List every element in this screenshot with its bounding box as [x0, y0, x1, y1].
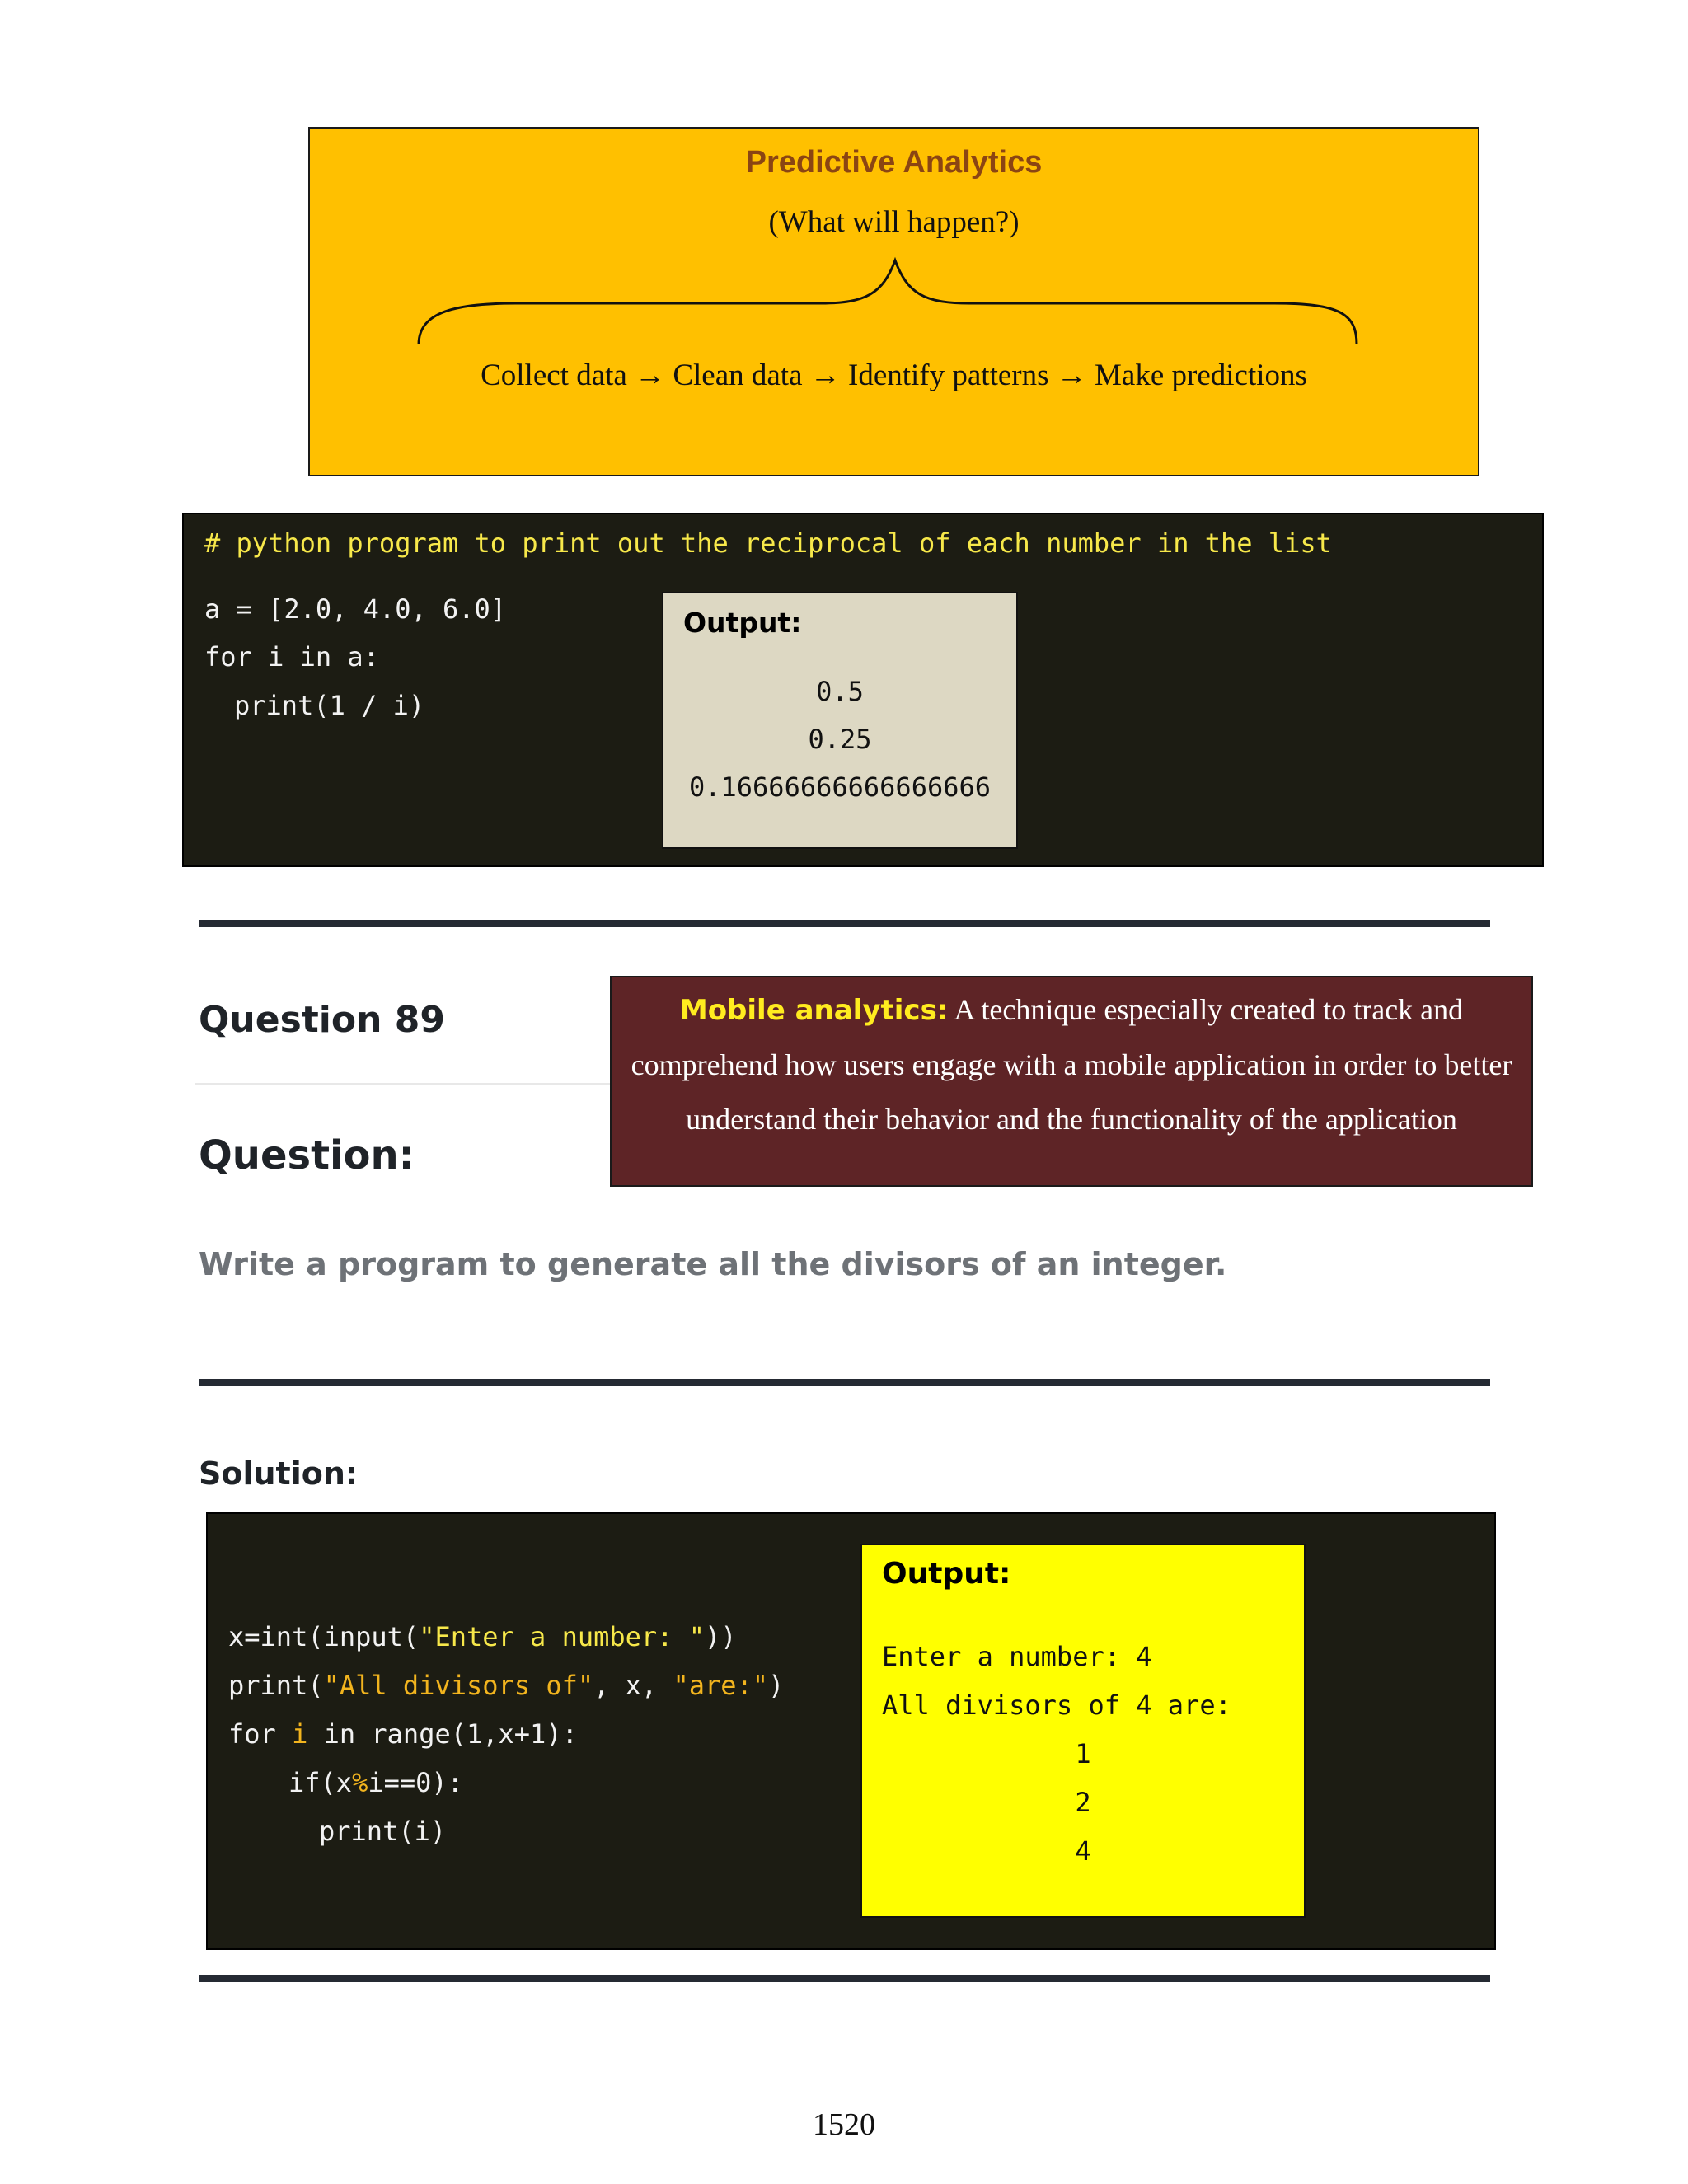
output-value: 2 [1075, 1787, 1091, 1818]
predictive-analytics-steps: Collect data → Clean data → Identify patterns → Make predictions [481, 359, 1307, 392]
output-value: 4 [1075, 1835, 1091, 1867]
code-line: a = [2.0, 4.0, 6.0] [204, 593, 507, 625]
page-number: 1520 [813, 2107, 875, 2142]
solution-label: Solution: [199, 1455, 359, 1492]
code-comment: # python program to print out the reciprocal of each number in the list [204, 527, 1332, 559]
mobile-analytics-definition: A technique especially created to track and comprehend how users engage with a mobile application in order to better understand their behavior and the functionality of the application [631, 993, 1512, 1136]
code-block-reciprocal [182, 513, 1544, 867]
curly-brace-icon [417, 252, 1373, 351]
predictive-analytics-subtitle: (What will happen?) [768, 205, 1020, 239]
output-line: Enter a number: 4 [882, 1641, 1152, 1672]
output-value: 0.16666666666666666 [688, 771, 992, 803]
mobile-analytics-box [610, 976, 1533, 1187]
output-line: All divisors of 4 are: [882, 1690, 1231, 1721]
output-box-reciprocal [662, 592, 1018, 849]
code-line: x=int(input("Enter a number: ")) [228, 1621, 737, 1652]
output-value: 1 [1075, 1738, 1091, 1769]
output-box-divisors [860, 1544, 1306, 1918]
code-line: for i in range(1,x+1): [228, 1718, 578, 1750]
question-text: Write a program to generate all the divisors of an integer. [199, 1246, 1227, 1282]
code-line: for i in a: [204, 641, 379, 673]
code-line: print(i) [319, 1816, 447, 1847]
code-line: print(1 / i) [234, 690, 425, 721]
code-line: print("All divisors of", x, "are:") [228, 1670, 785, 1701]
question-number: Question 89 [199, 999, 445, 1041]
question-label: Question: [199, 1132, 415, 1179]
section-divider [199, 1975, 1490, 1982]
section-divider [199, 1379, 1490, 1386]
output-value: 0.5 [816, 676, 864, 707]
code-line: if(x%i==0): [288, 1767, 463, 1798]
question-underline [195, 1083, 623, 1085]
code-block-divisors [206, 1512, 1496, 1950]
section-divider [199, 920, 1490, 927]
mobile-analytics-term: Mobile analytics: [679, 994, 949, 1027]
predictive-analytics-box [308, 127, 1479, 476]
output-title: Output: [683, 607, 802, 639]
output-title: Output: [882, 1557, 1011, 1591]
output-value: 0.25 [808, 724, 872, 755]
predictive-analytics-title: Predictive Analytics [745, 145, 1043, 180]
